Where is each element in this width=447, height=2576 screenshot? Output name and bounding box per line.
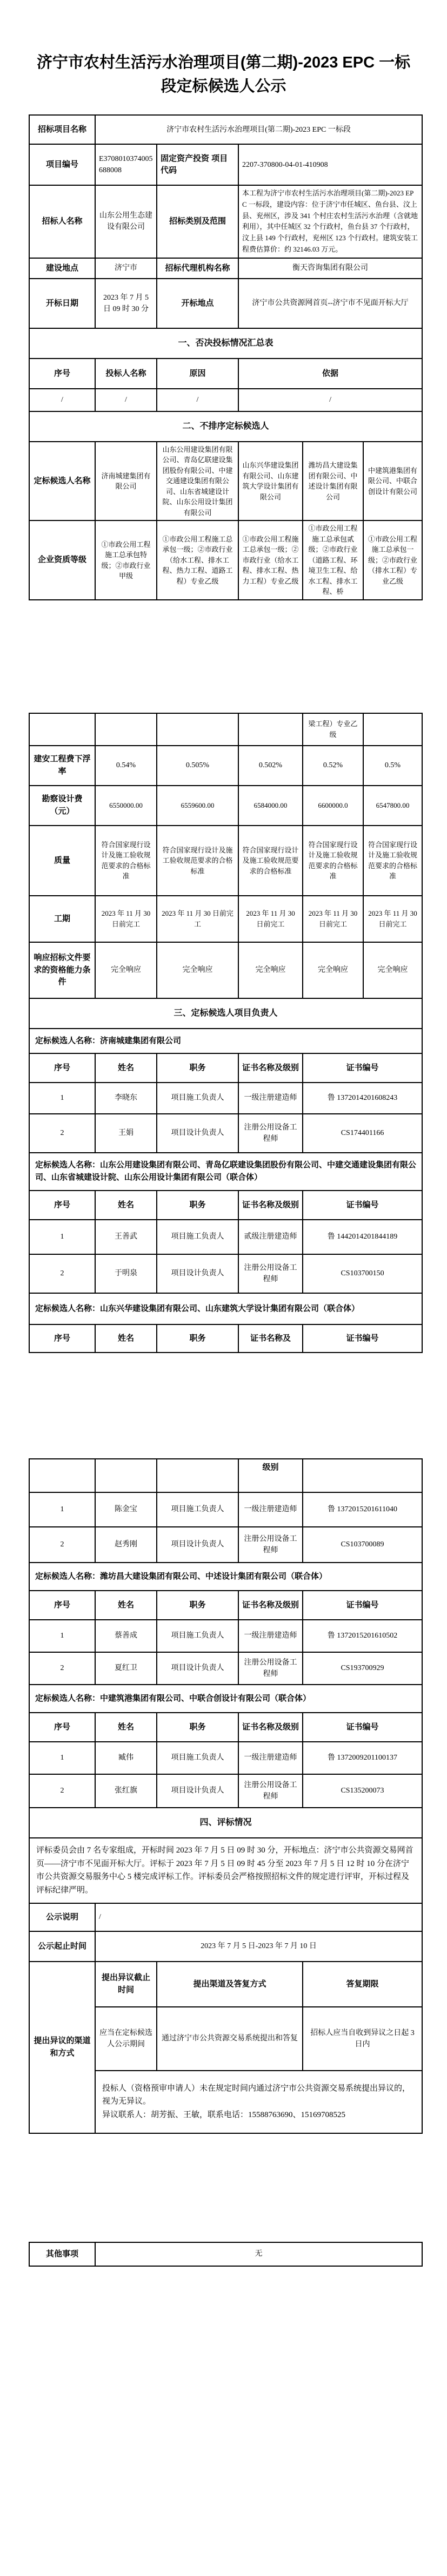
period-value: 2023 年 7 月 5 日-2023 年 7 月 10 日 [95,1931,422,1962]
page-block-2 [29,713,422,1353]
page-title: 济宁市农村生活污水治理项目(第二期)-2023 EPC 一标段定标候选人公示 [36,54,411,95]
empty-cell [363,713,422,746]
quality-cell: 符合国家现行设计及施工验收规范要求的合格标准 [238,826,303,896]
leader-role: 项目施工负责人 [157,1083,238,1114]
duration-cell: 2023 年 11 月 30 日前完工 [363,896,422,942]
notice-value: / [95,1903,422,1931]
fee-rate-cell: 0.52% [303,746,363,786]
leader-seq: 2 [29,1774,95,1808]
leader-cert: 注册公用设备工程师 [238,1114,303,1153]
leader-header-cert: 证书名称及级别 [238,1713,303,1742]
leader-cert: 注册公用设备工程师 [238,1527,303,1563]
design-fee-cell: 6600000.0 [303,786,363,826]
leader-cert: 一级注册建造师 [238,1083,303,1114]
candidate-name: 山东兴华建设集团有限公司、山东建筑大学设计集团有限公司 [238,442,303,521]
fee-rate-cell: 0.5% [363,746,422,786]
project-no-label: 项目编号 [29,144,95,185]
design-fee-cell: 6547800.00 [363,786,422,826]
fee-rate-cell: 0.502% [238,746,303,786]
fee-rate-cell: 0.54% [95,746,157,786]
project-name-value: 济宁市农村生活污水治理项目(第二期)-2023 EPC 一标段 [95,115,422,144]
leader-header-cert: 证书名称及级别 [238,1053,303,1083]
empty-cell [157,1459,238,1492]
group-name-line: 定标候选人名称：中建筑港集团有限公司、中联合创设计有限公司（联合体） [29,1685,422,1713]
other-items-label: 其他事项 [29,2242,95,2266]
empty-cell [29,713,95,746]
asset-code-label: 固定资产投资 项目代码 [157,144,238,185]
qualification-cell: ①市政公用工程施工总承包特级；②市政行业甲级 [95,520,157,600]
quality-cell: 符合国家现行设计及施工验收规范要求的合格标准 [95,826,157,896]
leader-certno: 鲁 1372015201611040 [303,1492,422,1527]
section2-title: 二、不排序定标候选人 [29,411,422,442]
leader-header-certno: 证书编号 [303,1053,422,1083]
project-info-table [29,114,423,442]
leader-seq: 1 [29,1492,95,1527]
leader-cert: 一级注册建造师 [238,1492,303,1527]
leader-cert: 注册公用设备工程师 [238,1774,303,1808]
leader-header-seq: 序号 [29,1191,95,1220]
fee-rate-label: 建安工程费下浮率 [29,746,95,786]
qualification-cell: ①市政公用工程施工总承包一级；②市政行业（给水工程、排水工程、热力工程、道路工程）专业乙级 [157,520,238,600]
leader-header-role: 职务 [157,1324,238,1353]
quality-cell: 符合国家现行设计及施工验收规范要求的合格标准 [157,826,238,896]
reject-cell: / [29,389,95,411]
leader-header-cert: 证书名称及级别 [238,1591,303,1620]
leader-role: 项目设计负责人 [157,1114,238,1153]
leader-certno: CS103700150 [303,1254,422,1293]
leader-role: 项目设计负责人 [157,1774,238,1808]
objection-table [29,1961,423,2134]
objection-note: 投标人（资格预审申请人）未在规定时间内通过济宁市公共资源交易系统提出异议的，视为无异议。 [102,2084,411,2106]
objection-note-cell [95,2071,422,2133]
objection-reply: 招标人应当自收到异议之日起 3 日内 [303,2007,422,2071]
candidates-table [29,441,423,600]
scope-label: 招标类别及范围 [157,185,238,258]
leader-seq: 2 [29,1527,95,1563]
leader-header-seq: 序号 [29,1324,95,1353]
leader-cert: 贰级注册建造师 [238,1220,303,1254]
leaders-table-continued [29,1458,423,1904]
scope-value: 本工程为济宁市农村生活污水治理项目(第二期)-2023 EPC 一标段，建设内容：位于济宁市任城区、鱼台县、汶上县、兖州区，涉及 341 个村庄农村生活污水治理（含就地利用），其中任城区 32 个行政村，鱼台县 37 个行政村，汶上县 149 个行政村，兖州区 123 个行政村。建筑安装工程费估算价：约 32146.03 万元。 [238,185,422,258]
leader-role: 项目设计负责人 [157,1254,238,1293]
design-fee-cell: 6559600.00 [157,786,238,826]
leader-certno: CS103700089 [303,1527,422,1563]
candidate-name-label: 定标候选人名称 [29,442,95,521]
leader-header-name: 姓名 [95,1713,157,1742]
open-place-value: 济宁市公共资源网首页--济宁市不见面开标大厅 [238,279,422,328]
section3-title: 三、定标候选人项目负责人 [29,998,422,1029]
leader-header-role: 职务 [157,1053,238,1083]
reject-header-seq: 序号 [29,359,95,389]
tenderer-value: 山东公用生态建设有限公司 [95,185,157,258]
leader-cert: 一级注册建造师 [238,1620,303,1652]
empty-cell [157,713,238,746]
leader-certno: 鲁 1372015201610502 [303,1620,422,1652]
group-name-line: 定标候选人名称：山东公用建设集团有限公司、青岛亿联建设集团股份有限公司、中建交通建设集团有限公司、山东省城建设计院、山东公用设计集团有限公司（联合体） [29,1153,422,1191]
candidate-name: 中建筑港集团有限公司、中联合创设计有限公司 [363,442,422,521]
reject-cell: / [95,389,157,411]
qualification-cell: ①市政公用工程施工总承包一级；②市政行业（给水工程、排水工程、热力工程）专业乙级 [238,520,303,600]
qualification-cell: ①市政公用工程施工总承包贰级；②市政行业（道路工程、环境卫生工程、给水工程、排水工程、桥 [303,520,363,600]
response-cell: 完全响应 [303,942,363,998]
duration-cell: 2023 年 11 月 30 日前完工 [95,896,157,942]
leader-role: 项目施工负责人 [157,1742,238,1774]
leader-name: 夏红卫 [95,1652,157,1685]
fee-rate-cell: 0.505% [157,746,238,786]
response-cell: 完全响应 [238,942,303,998]
leaders-table-group1 [29,1028,423,1353]
reject-cell: / [157,389,238,411]
leader-role: 项目施工负责人 [157,1492,238,1527]
reject-header-bidder: 投标人名称 [95,359,157,389]
empty-cell [29,1459,95,1492]
group-name-line: 定标候选人名称：潍坊昌大建设集团有限公司、中述设计集团有限公司（联合体） [29,1563,422,1591]
leader-header-name: 姓名 [95,1591,157,1620]
leader-cert: 注册公用设备工程师 [238,1652,303,1685]
candidate-name: 山东公用建设集团有限公司、青岛亿联建设集团股份有限公司、中建交通建设集团有限公司、山东省城建设计院、山东公用设计集团有限公司 [157,442,238,521]
section4-title: 四、评标情况 [29,1808,422,1838]
objection-header-reply: 答复期限 [303,1962,422,2007]
duration-label: 工期 [29,896,95,942]
notice-label: 公示说明 [29,1903,95,1931]
leader-name: 于明泉 [95,1254,157,1293]
agency-label: 招标代理机构名称 [157,258,238,279]
leader-cert: 一级注册建造师 [238,1742,303,1774]
other-items-table [29,2242,423,2267]
leader-header-name: 姓名 [95,1053,157,1083]
leader-seq: 1 [29,1620,95,1652]
design-fee-label: 勘察设计费（元） [29,786,95,826]
page-block-4 [29,2242,422,2267]
leader-name: 蔡善成 [95,1620,157,1652]
leader-header-cert-split: 证书名称及 [238,1324,303,1353]
leader-role: 项目施工负责人 [157,1620,238,1652]
leader-cert: 注册公用设备工程师 [238,1254,303,1293]
section1-title: 一、否决投标情况汇总表 [29,328,422,359]
leader-seq: 2 [29,1652,95,1685]
candidates-table-continued [29,713,423,1029]
leader-header-role: 职务 [157,1591,238,1620]
duration-cell: 2023 年 11 月 30 日前完工 [238,896,303,942]
reject-header-basis: 依据 [238,359,422,389]
leader-header-seq: 序号 [29,1053,95,1083]
group-name-line: 定标候选人名称：山东兴华建设集团有限公司、山东建筑大学设计集团有限公司（联合体） [29,1293,422,1324]
response-cell: 完全响应 [95,942,157,998]
announcement-document [0,51,447,2267]
leader-header-certno: 证书编号 [303,1191,422,1220]
response-label: 响应招标文件要求的资格能力条件 [29,942,95,998]
leader-certno: CS135200073 [303,1774,422,1808]
leader-certno: 鲁 1372014201608243 [303,1083,422,1114]
leader-header-cert: 证书名称及级别 [238,1191,303,1220]
duration-cell: 2023 年 11 月 30 日前完工 [303,896,363,942]
quality-label: 质量 [29,826,95,896]
leader-name: 陈金宝 [95,1492,157,1527]
objection-header-channel: 提出渠道及答复方式 [157,1962,303,2007]
leader-header-role: 职务 [157,1713,238,1742]
leader-role: 项目施工负责人 [157,1220,238,1254]
leader-name: 张红旗 [95,1774,157,1808]
objection-channel: 通过济宁市公共资源交易系统提出和答复 [157,2007,303,2071]
location-value: 济宁市 [95,258,157,279]
leader-header-seq: 序号 [29,1591,95,1620]
duration-cell: 2023 年 11 月 30 日前完工 [157,896,238,942]
project-no-value: E3708010374005688008 [95,144,157,185]
page-block-1 [29,114,422,600]
response-cell: 完全响应 [363,942,422,998]
empty-cell [238,713,303,746]
open-date-label: 开标日期 [29,279,95,328]
objection-deadline: 应当在定标候选人公示期间 [95,2007,157,2071]
leader-name: 赵秀刚 [95,1527,157,1563]
leader-header-certno: 证书编号 [303,1324,422,1353]
open-date-value: 2023 年 7 月 5 日 09 时 30 分 [95,279,157,328]
qualification-continuation: 梁工程）专业乙级 [303,713,363,746]
empty-cell [95,713,157,746]
leader-certno: CS174401166 [303,1114,422,1153]
leader-role: 项目设计负责人 [157,1527,238,1563]
leader-header-certno: 证书编号 [303,1591,422,1620]
period-label: 公示起止时间 [29,1931,95,1962]
leader-name: 李晓东 [95,1083,157,1114]
qualification-label: 企业资质等级 [29,520,95,600]
group-name-line: 定标候选人名称：济南城建集团有限公司 [29,1029,422,1053]
notice-table [29,1903,423,1962]
leader-seq: 1 [29,1220,95,1254]
reject-header-reason: 原因 [157,359,238,389]
location-label: 建设地点 [29,258,95,279]
design-fee-cell: 6584000.00 [238,786,303,826]
objection-contact: 异议联系人：胡芳振、王敏，联系电话：15588763690、15169708525 [102,2111,346,2120]
leader-header-name: 姓名 [95,1324,157,1353]
empty-cell [95,1459,157,1492]
agency-value: 衡天咨询集团有限公司 [238,258,422,279]
candidate-name: 济南城建集团有限公司 [95,442,157,521]
page-block-3 [29,1458,422,2134]
leader-header-certno: 证书编号 [303,1713,422,1742]
response-cell: 完全响应 [157,942,238,998]
evaluation-paragraph: 评标委员会由 7 名专家组成，开标时间 2023 年 7 月 5 日 09 时 30 分，开标地点：济宁市公共资源交易网首页——济宁市不见面开标大厅。评标于 2023 年 7 月 5 日 09 时 45 分至 2023 年 7 月 5 日 12 时 10 分在济宁市公共资源交易服务中心 5 楼完成评标工作。评标委员会严格按照招标文件的规定进行评审，开标过程及评标纪律严明。 [29,1838,422,1903]
design-fee-cell: 6550000.00 [95,786,157,826]
leader-seq: 1 [29,1083,95,1114]
tenderer-label: 招标人名称 [29,185,95,258]
leader-header-name: 姓名 [95,1191,157,1220]
qualification-cell: ①市政公用工程施工总承包一级；②市政行业（排水工程）专业乙级 [363,520,422,600]
objection-label: 提出异议的渠道和方式 [29,1962,95,2133]
leader-name: 王娟 [95,1114,157,1153]
empty-cell [303,1459,422,1492]
leader-certno: 鲁 1442014201844189 [303,1220,422,1254]
leader-seq: 1 [29,1742,95,1774]
leader-certno: 鲁 1372009201100137 [303,1742,422,1774]
leader-role: 项目设计负责人 [157,1652,238,1685]
leader-header-seq: 序号 [29,1713,95,1742]
project-name-label: 招标项目名称 [29,115,95,144]
candidate-name: 潍坊昌大建设集团有限公司、中述设计集团有限公司 [303,442,363,521]
leader-seq: 2 [29,1254,95,1293]
open-place-label: 开标地点 [157,279,238,328]
leader-name: 王善武 [95,1220,157,1254]
leader-header-cert-continuation: 级别 [238,1459,303,1492]
leader-header-role: 职务 [157,1191,238,1220]
leader-seq: 2 [29,1114,95,1153]
objection-header-deadline: 提出异议截止时间 [95,1962,157,2007]
reject-cell: / [238,389,422,411]
leader-name: 臧伟 [95,1742,157,1774]
leader-certno: CS193700929 [303,1652,422,1685]
other-items-value: 无 [95,2242,422,2266]
asset-code-value: 2207-370800-04-01-410908 [238,144,422,185]
quality-cell: 符合国家现行设计及施工验收规范要求的合格标准 [363,826,422,896]
quality-cell: 符合国家现行设计及施工验收规范要求的合格标准 [303,826,363,896]
